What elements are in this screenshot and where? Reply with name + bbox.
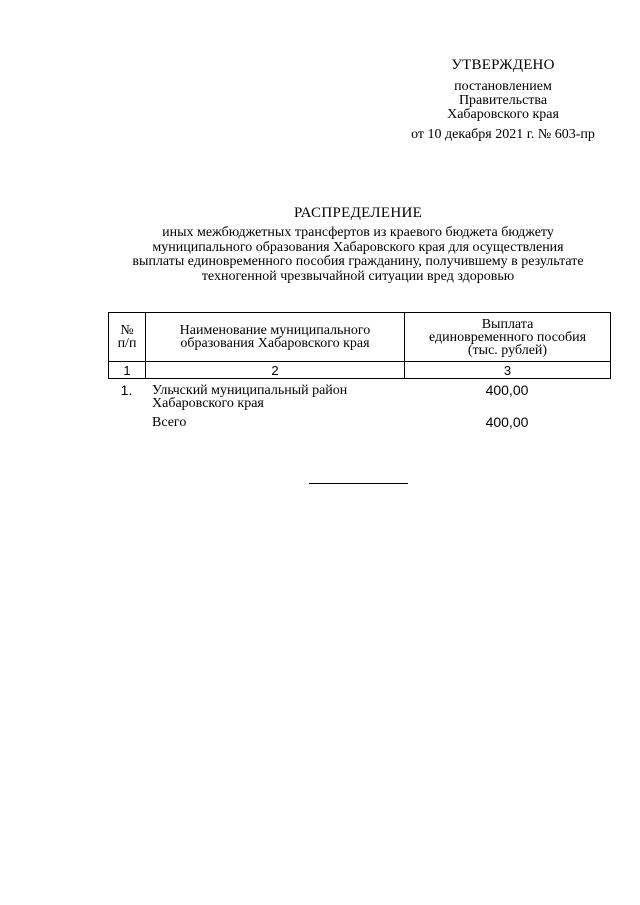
column-number: 1 — [109, 362, 146, 379]
column-number-row — [109, 362, 611, 379]
table-row — [108, 384, 610, 410]
end-of-document-line — [309, 483, 408, 484]
subtitle-line: выплаты единовременного пособия гражданину, получившему в результате — [132, 254, 584, 269]
approval-line-government: Правительства — [458, 93, 548, 108]
row-amount: 400,00 — [485, 382, 529, 398]
column-number: 2 — [146, 362, 405, 379]
column-number: 3 — [405, 362, 611, 379]
subtitle-line: иных межбюджетных трансфертов из краевого бюджета бюджету — [162, 225, 554, 240]
row-index: 1. — [120, 382, 133, 398]
distribution-table-header — [108, 312, 611, 379]
header-amount: Выплата единовременного пособия (тыс. рублей) — [405, 313, 611, 362]
subtitle-line: техногенной чрезвычайной ситуации вред здоровью — [201, 268, 515, 284]
approval-block — [380, 58, 626, 142]
row-name: Ульчский муниципальный район Хабаровского края — [152, 383, 348, 411]
document-subtitle — [105, 226, 611, 284]
approval-date: от 10 декабря 2021 г. № 603-пр — [411, 127, 595, 142]
header-index: № п/п — [109, 313, 146, 362]
approval-line-region: Хабаровского края — [447, 107, 559, 122]
approval-title: УТВЕРЖДЕНО — [451, 57, 555, 73]
header-name: Наименование муниципального образования Хабаровского края — [146, 313, 405, 362]
distribution-table-body — [108, 384, 610, 429]
approval-line-resolution: постановлением — [454, 79, 552, 94]
total-label: Всего — [152, 415, 187, 430]
total-amount: 400,00 — [485, 414, 529, 430]
subtitle-line: муниципального образования Хабаровского края для осуществления — [152, 239, 564, 255]
total-row — [108, 416, 610, 429]
header-row — [109, 313, 611, 362]
document-title: РАСПРЕДЕЛЕНИЕ — [293, 205, 423, 221]
